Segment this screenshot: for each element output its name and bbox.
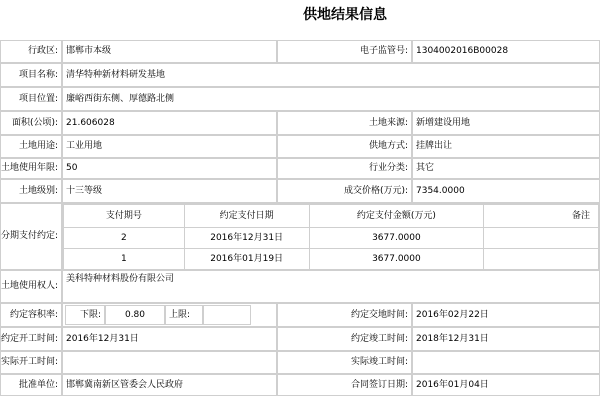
header-amount: 约定支付金额(万元)	[309, 205, 484, 228]
installment-date: 2016年01月19日	[184, 249, 309, 270]
installment-container	[62, 203, 600, 270]
use-years-value: 50	[62, 158, 277, 179]
delivery-time-label: 约定交地时间:	[277, 303, 412, 327]
start-time-label: 约定开工时间:	[0, 327, 62, 351]
land-source-value: 新增建设用地	[412, 111, 600, 135]
installment-note	[484, 228, 599, 249]
land-use-value: 工业用地	[62, 135, 277, 158]
project-location-value: 廉峪西街东侧、厚德路北侧	[62, 87, 600, 111]
land-user-label: 土地使用权人:	[0, 270, 62, 303]
industry-label: 行业分类:	[277, 158, 412, 179]
page-title: 供地结果信息	[303, 7, 387, 23]
supply-method-label: 供地方式:	[277, 135, 412, 158]
contract-date-value: 2016年01月04日	[412, 374, 600, 396]
installment-period: 1	[64, 249, 185, 270]
header-date: 约定支付日期	[184, 205, 309, 228]
table-row	[64, 228, 599, 249]
land-user-value: 美科特种材料股份有限公司	[62, 270, 600, 303]
plot-ratio-label: 约定容积率:	[0, 303, 62, 327]
installment-note	[484, 249, 599, 270]
installment-period: 2	[64, 228, 185, 249]
area-label: 面积(公顷):	[0, 111, 62, 135]
actual-start-label: 实际开工时间:	[0, 351, 62, 374]
land-use-label: 土地用途:	[0, 135, 62, 158]
delivery-time-value: 2016年02月22日	[412, 303, 600, 327]
header-note: 备注	[484, 205, 599, 228]
finish-time-value: 2018年12月31日	[412, 327, 600, 351]
price-value: 7354.0000	[412, 179, 600, 203]
contract-date-label: 合同签订日期:	[277, 374, 412, 396]
table-row	[64, 249, 599, 270]
installment-date: 2016年12月31日	[184, 228, 309, 249]
lower-value: 0.80	[105, 305, 165, 325]
upper-value	[203, 305, 251, 325]
installment-label: 分期支付约定:	[0, 203, 62, 270]
actual-finish-value	[412, 351, 600, 374]
land-source-label: 土地来源:	[277, 111, 412, 135]
finish-time-label: 约定竣工时间:	[277, 327, 412, 351]
installment-table	[63, 204, 599, 270]
approval-unit-label: 批准单位:	[0, 374, 62, 396]
upper-label: 上限:	[165, 305, 203, 325]
supply-method-value: 挂牌出让	[412, 135, 600, 158]
installment-header-row	[64, 205, 599, 228]
header-period: 支付期号	[64, 205, 185, 228]
actual-start-value	[62, 351, 277, 374]
district-label: 行政区:	[0, 40, 62, 63]
land-grade-label: 土地级别:	[0, 179, 62, 203]
project-name-label: 项目名称:	[0, 63, 62, 87]
start-time-value: 2016年12月31日	[62, 327, 277, 351]
area-value: 21.606028	[62, 111, 277, 135]
lower-label: 下限:	[65, 305, 105, 325]
supervision-no-value: 1304002016B00028	[412, 40, 600, 63]
project-location-label: 项目位置:	[0, 87, 62, 111]
plot-ratio-group	[62, 303, 277, 327]
project-name-value: 清华特种新材料研发基地	[62, 63, 600, 87]
approval-unit-value: 邯郸冀南新区管委会人民政府	[62, 374, 277, 396]
installment-amount: 3677.0000	[309, 249, 484, 270]
land-grade-value: 十三等级	[62, 179, 277, 203]
supervision-no-label: 电子监管号:	[277, 40, 412, 63]
price-label: 成交价格(万元):	[277, 179, 412, 203]
actual-finish-label: 实际竣工时间:	[277, 351, 412, 374]
district-value: 邯郸市本级	[62, 40, 277, 63]
installment-amount: 3677.0000	[309, 228, 484, 249]
industry-value: 其它	[412, 158, 600, 179]
use-years-label: 土地使用年限:	[0, 158, 62, 179]
